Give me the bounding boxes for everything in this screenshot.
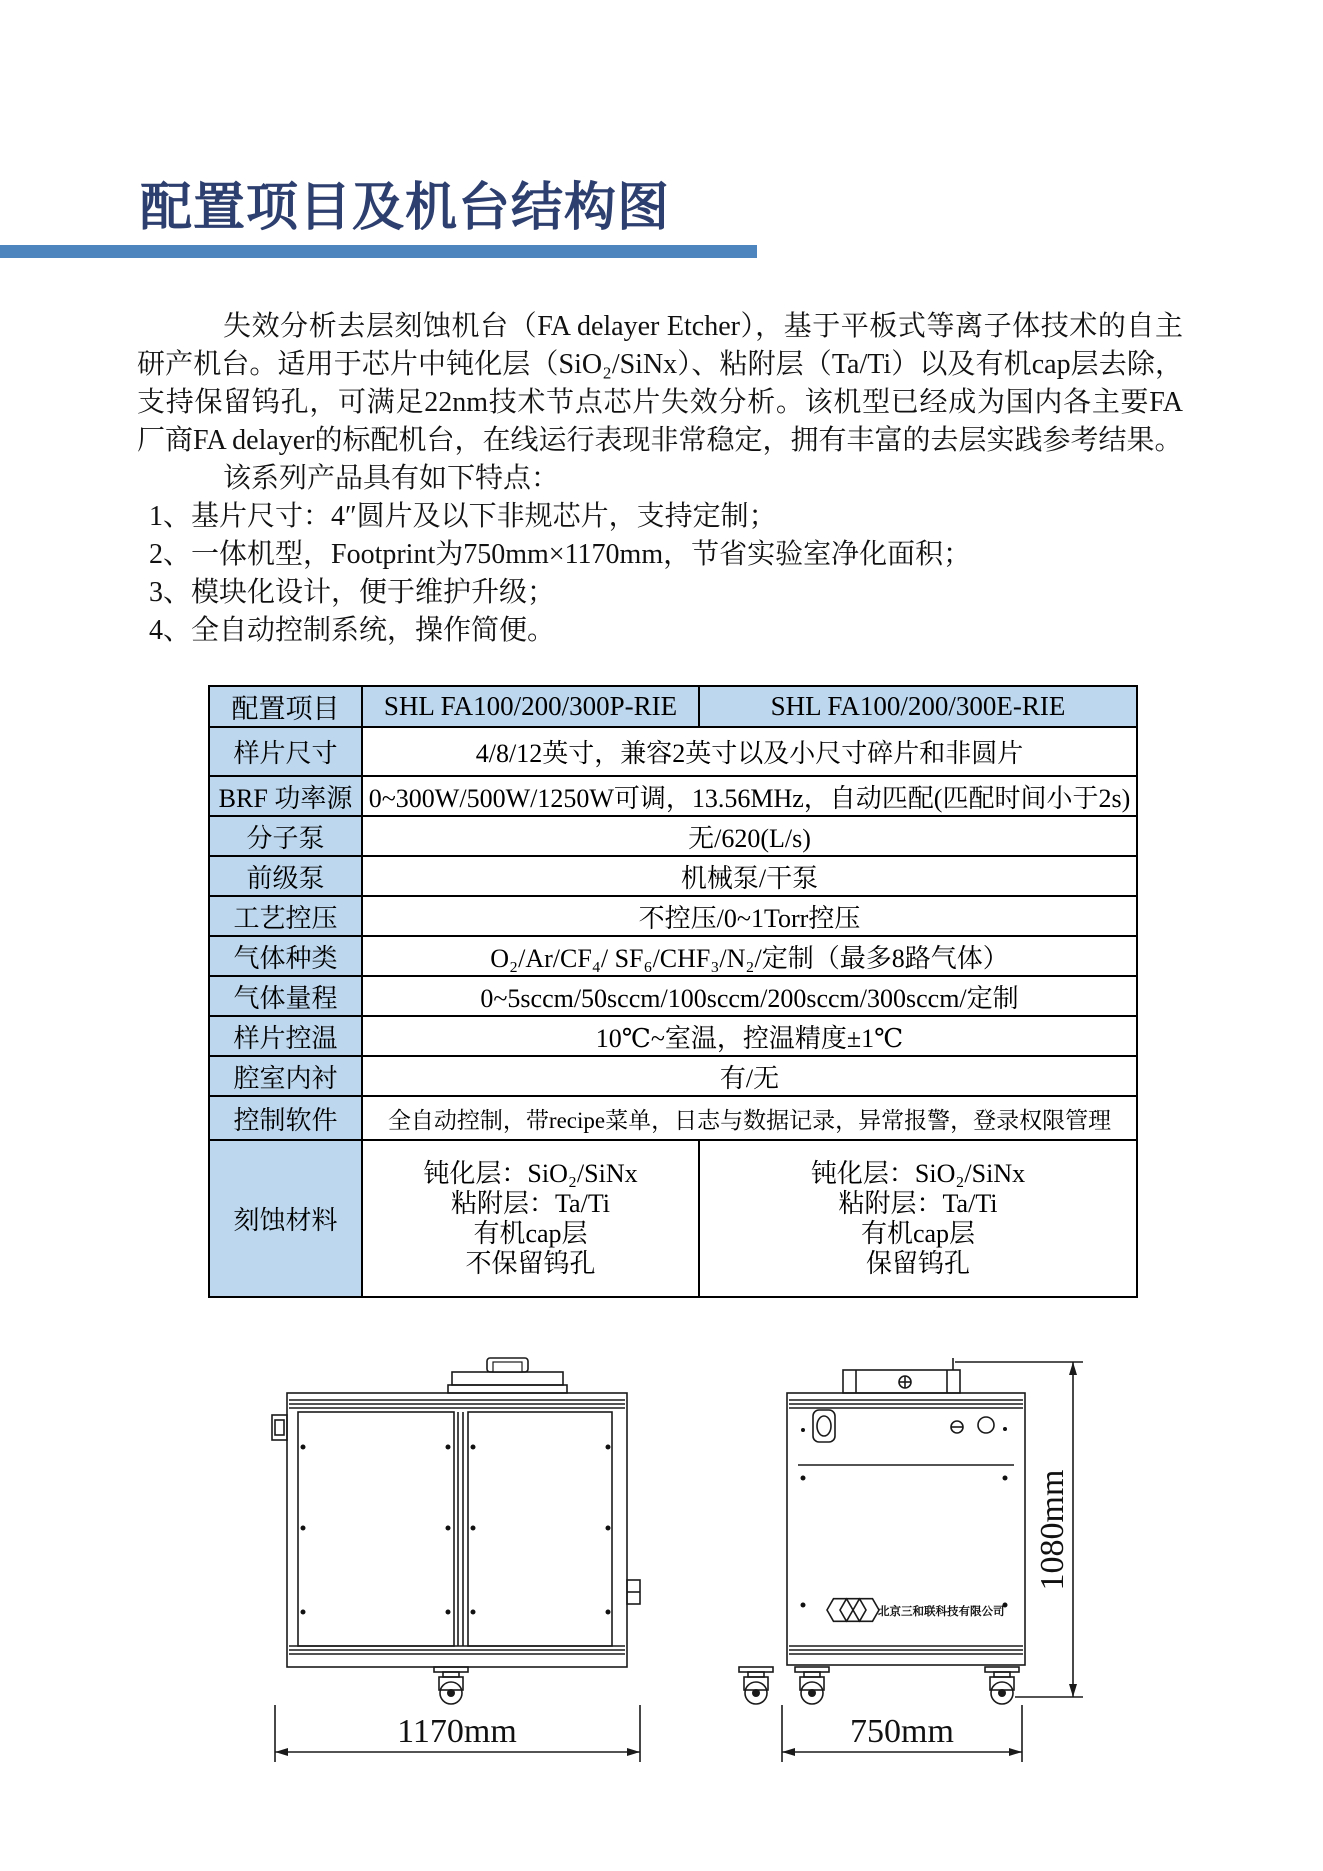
row-value: 无/620(L/s) [362, 816, 1137, 856]
dimension-label-width-right: 750mm [850, 1713, 954, 1750]
table-row [209, 1096, 1137, 1140]
row-label: 样片控温 [209, 1016, 362, 1056]
row-value: 0~300W/500W/1250W可调，13.56MHz，自动匹配(匹配时间小于2s) [362, 776, 1137, 816]
screw-dots [301, 1445, 611, 1615]
row-value: 4/8/12英寸，兼容2英寸以及小尺寸碎片和非圆片 [362, 727, 1137, 776]
header-config-item: 配置项目 [209, 686, 362, 727]
table-row [209, 976, 1137, 1016]
row-value: 不控压/0~1Torr控压 [362, 896, 1137, 936]
features-list [137, 498, 1183, 650]
table-row [209, 776, 1137, 816]
row-label: 腔室内衬 [209, 1056, 362, 1096]
spec-table-header-row [209, 686, 1137, 727]
etch-line: 有机cap层 [860, 1218, 976, 1248]
machine-structure-drawings [150, 1350, 1190, 1780]
spec-table [208, 685, 1138, 1298]
etch-line: 有机cap层 [473, 1218, 588, 1248]
machine-front-view [782, 1358, 1083, 1762]
etch-line: 钝化层：SiO₂/SiNx [423, 1158, 638, 1188]
row-value: 全自动控制，带recipe菜单，日志与数据记录，异常报警，登录权限管理 [362, 1096, 1137, 1140]
table-row [209, 936, 1137, 976]
row-label: 分子泵 [209, 816, 362, 856]
row-value: O₂/Ar/CF₄/ SF₆/CHF₃/N₂/定制（最多8路气体） [362, 936, 1137, 976]
feature-item: 1、基片尺寸：4″圆片及以下非规芯片，支持定制； [149, 501, 777, 532]
intro-paragraph: 失效分析去层刻蚀机台（FA delayer Etcher），基于平板式等离子体技术的自主研产机台。适用于芯片中钝化层（SiO₂/SiNx）、粘附层（Ta/Ti）以及有机cap层去除，支持保留钨孔，可满足22nm技术节点芯片失效分析。该机型已经成为国内各主要FA厂商FA delayer的标配机台，在线运行表现非常稳定，拥有丰富的去层实践参考结果。 [137, 311, 1183, 456]
knob [978, 1417, 994, 1433]
dimension-label-height: 1080mm [1034, 1469, 1071, 1591]
company-logo [827, 1599, 1005, 1622]
table-row [209, 1056, 1137, 1096]
etch-line: 粘附层：Ta/Ti [450, 1188, 611, 1218]
feature-item: 2、一体机型，Footprint为750mm×1170mm，节省实验室净化面积； [149, 539, 972, 570]
feature-item: 4、全自动控制系统，操作简便。 [149, 615, 556, 646]
etch-line: 钝化层：SiO₂/SiNx [810, 1158, 1026, 1188]
dimension-1170mm [275, 1705, 640, 1762]
row-label: BRF 功率源 [209, 776, 362, 816]
feature-item: 3、模块化设计，便于维护升级； [149, 577, 556, 608]
row-label: 刻蚀材料 [209, 1140, 362, 1297]
etch-line: 保留钨孔 [865, 1248, 970, 1278]
row-value: 0~5sccm/50sccm/100sccm/200sccm/300sccm/定制 [362, 976, 1137, 1016]
intro-section [137, 308, 1183, 650]
company-name-text: 北京三和联科技有限公司 [878, 1606, 1005, 1618]
etch-line: 不保留钨孔 [465, 1248, 596, 1278]
dimension-label-width-left: 1170mm [397, 1713, 517, 1750]
header-model-p-rie: SHL FA100/200/300P-RIE [362, 686, 699, 727]
header-model-e-rie: SHL FA100/200/300E-RIE [699, 686, 1137, 727]
features-heading: 该系列产品具有如下特点： [223, 463, 560, 494]
row-value: 有/无 [362, 1056, 1137, 1096]
table-row [209, 727, 1137, 776]
row-label: 样片尺寸 [209, 727, 362, 776]
table-row [209, 816, 1137, 856]
page-title: 配置项目及机台结构图 [140, 179, 671, 237]
row-label: 气体量程 [209, 976, 362, 1016]
row-label: 工艺控压 [209, 896, 362, 936]
row-label: 控制软件 [209, 1096, 362, 1140]
row-label: 前级泵 [209, 856, 362, 896]
etch-line: 粘附层：Ta/Ti [838, 1188, 998, 1218]
row-label: 气体种类 [209, 936, 362, 976]
title-underline-bar [0, 245, 757, 258]
dimension-750mm [782, 1705, 1022, 1762]
etch-materials-p-rie [362, 1140, 699, 1297]
row-value: 10℃~室温，控温精度±1℃ [362, 1016, 1137, 1056]
table-row [209, 856, 1137, 896]
table-row [209, 1016, 1137, 1056]
machine-side-view [272, 1358, 773, 1762]
etch-materials-row [209, 1140, 1137, 1297]
table-row [209, 896, 1137, 936]
etch-materials-e-rie [699, 1140, 1137, 1297]
row-value: 机械泵/干泵 [362, 856, 1137, 896]
screw-dots [801, 1427, 1008, 1608]
